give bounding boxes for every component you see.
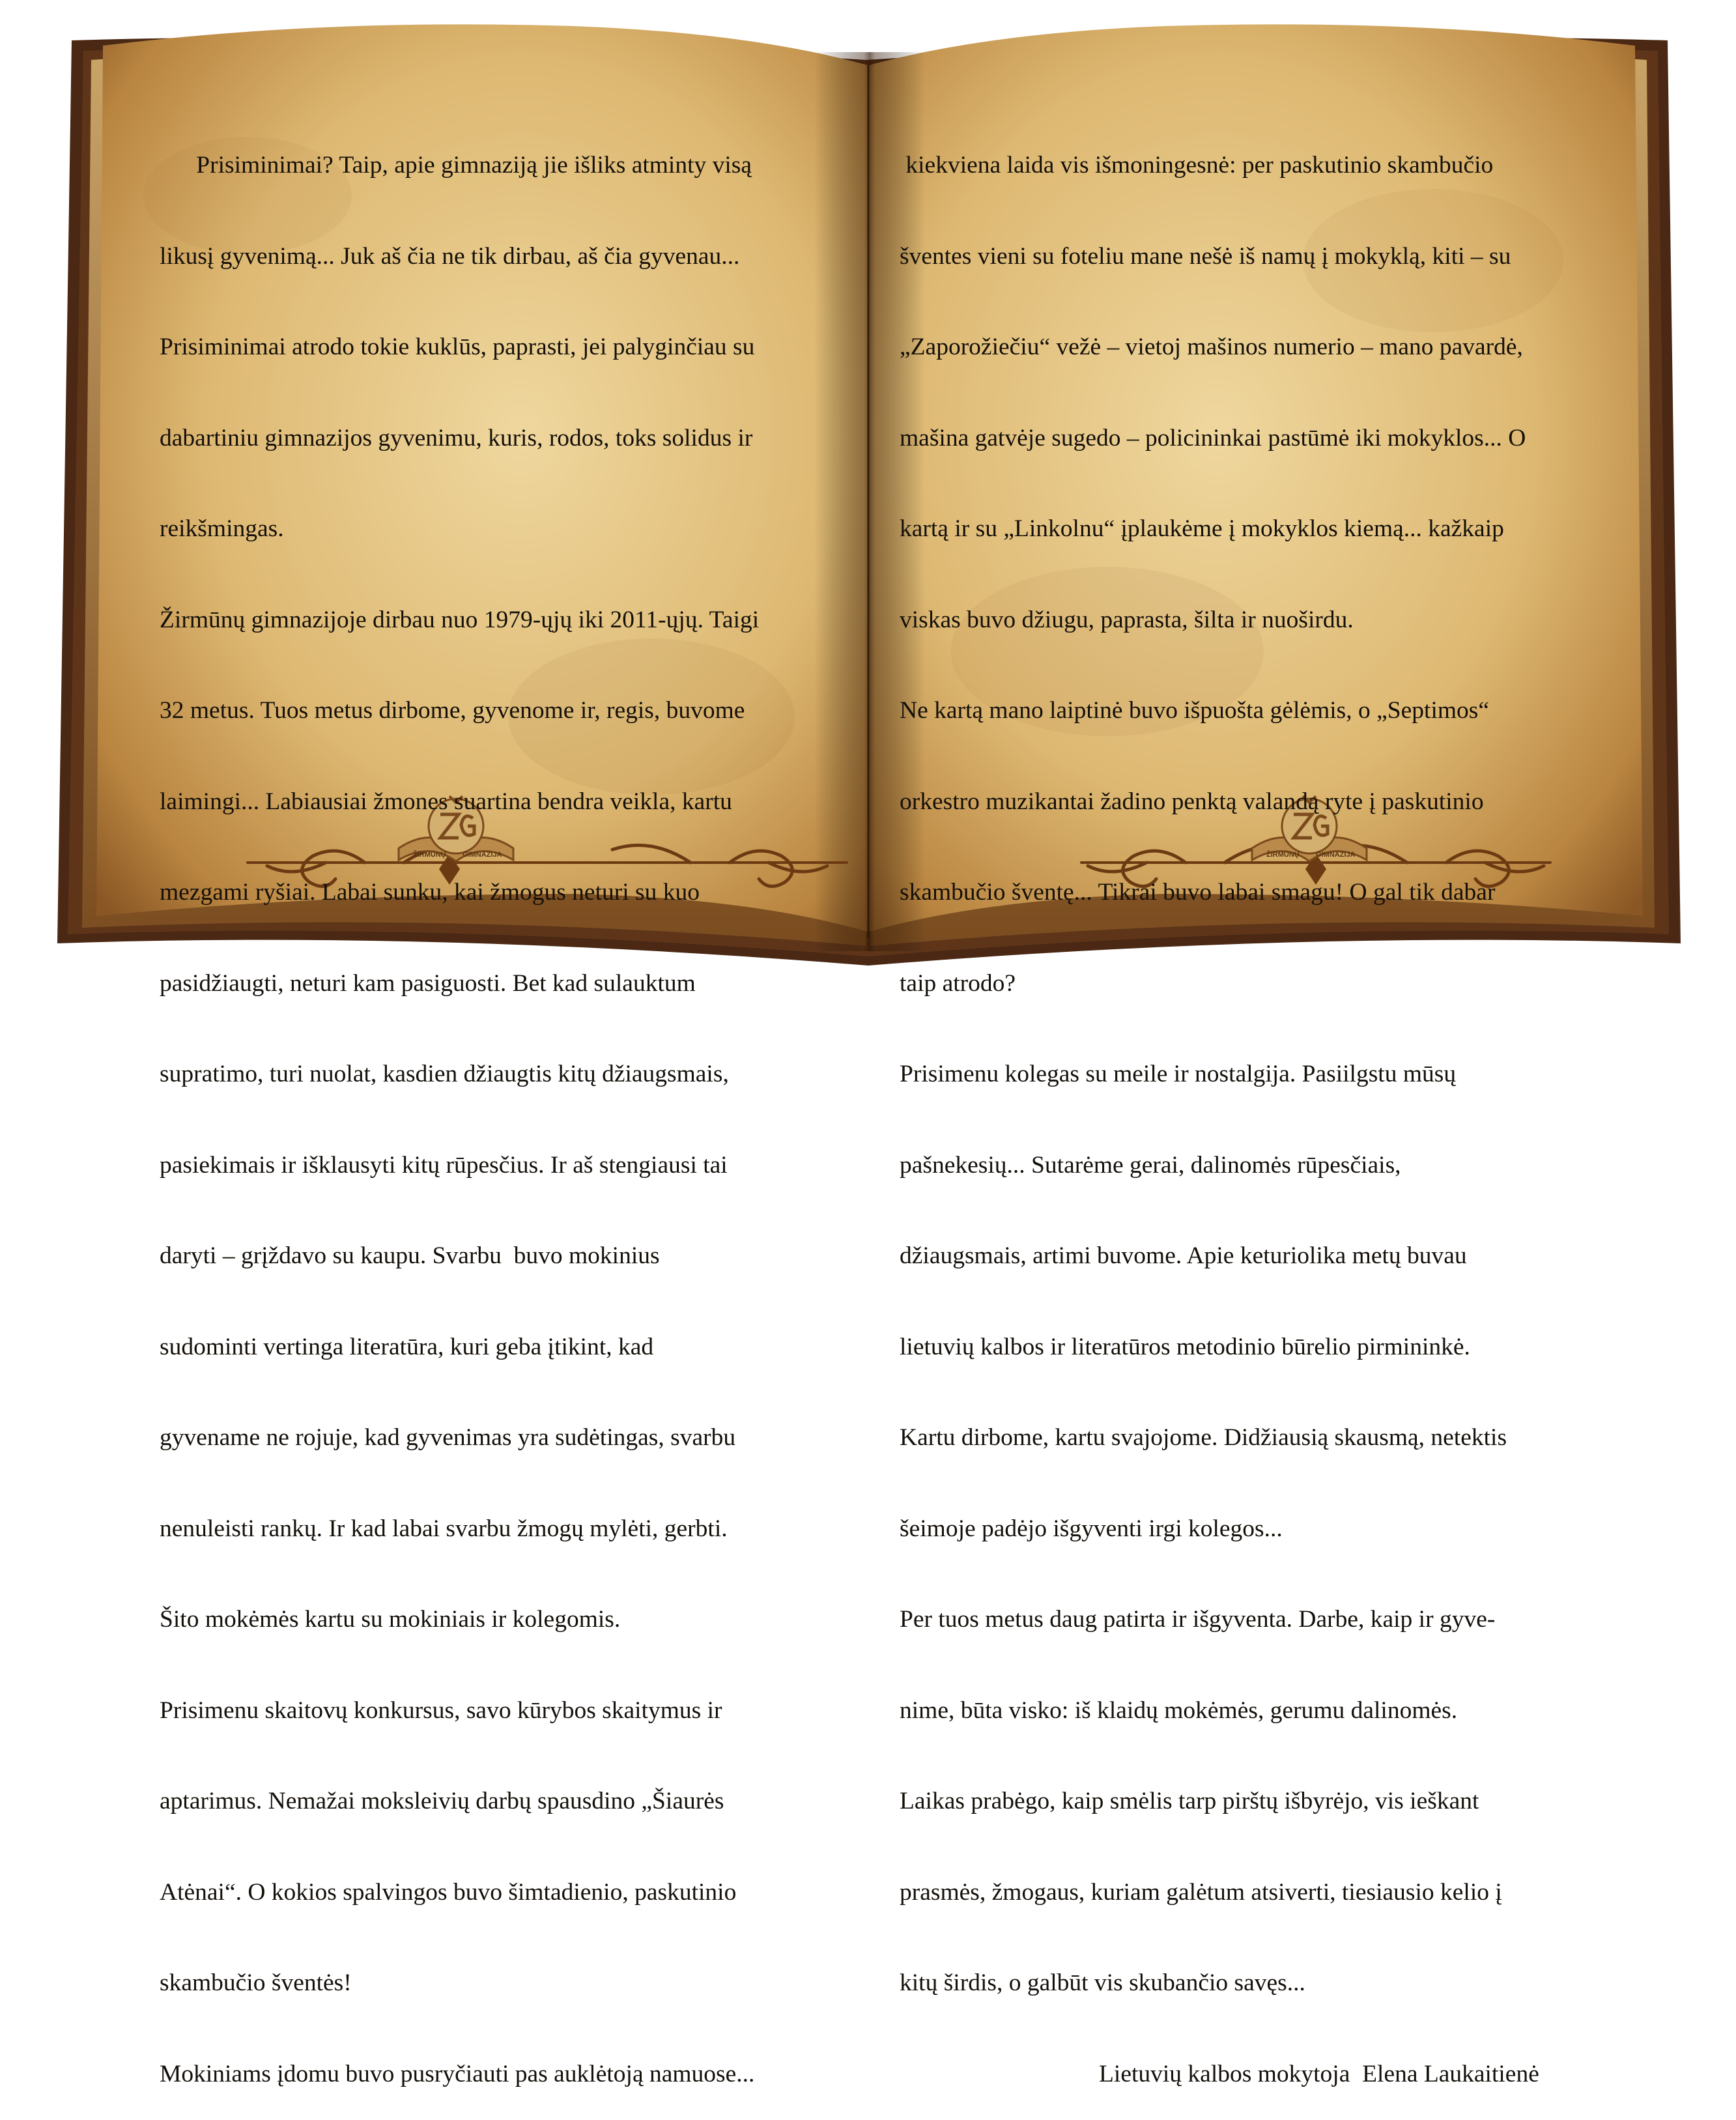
text-line: skambučio šventę... Tikrai buvo labai smagu! O gal tik dabar: [900, 879, 1496, 906]
text-line: 32 metus. Tuos metus dirbome, gyvenome ir, regis, buvome: [160, 697, 745, 724]
text-line: prasmės, žmogaus, kuriam galėtum atsiverti, tiesiausio kelio į: [900, 1878, 1502, 1906]
text-line: kitų širdis, o galbūt vis skubančio savęs...: [900, 1970, 1305, 1996]
text-line: gyvename ne rojuje, kad gyvenimas yra sudėtingas, svarbu: [160, 1424, 736, 1451]
text-line: kiekviena laida vis išmoningesnė: per paskutinio skambučio: [900, 152, 1494, 179]
text-line: šventes vieni su foteliu mane nešė iš namų į mokyklą, kiti – su: [900, 242, 1511, 270]
author-signature: Lietuvių kalbos mokytoja Elena Laukaitienė: [1099, 2060, 1539, 2087]
right-page-text: [900, 90, 1539, 2120]
emblem-right-label-1: ŽIRMŪNŲ: [1266, 851, 1300, 859]
text-line: Prisimenu skaitovų konkursus, savo kūrybos skaitymus ir: [160, 1697, 722, 1724]
text-line: nime, būta visko: iš klaidų mokėmės, gerumu dalinomės.: [900, 1697, 1458, 1724]
text-line: kartą ir su „Linkolnu“ įplaukėme į mokyklos kiemą... kažkaip: [900, 515, 1504, 542]
text-line: nenuleisti rankų. Ir kad labai svarbu žmogų mylėti, gerbti.: [160, 1515, 728, 1542]
text-line: mašina gatvėje sugedo – policininkai pastūmė iki mokyklos... O: [900, 424, 1526, 451]
text-line: sudominti vertinga literatūra, kuri geba įtikint, kad: [160, 1333, 654, 1360]
left-page-text: [160, 90, 759, 2120]
text-line: „Zaporožiečiu“ vežė – vietoj mašinos numerio – mano pavardė,: [900, 334, 1523, 360]
text-line: Prisimenu kolegas su meile ir nostalgija. Pasiilgstu mūsų: [900, 1061, 1457, 1087]
text-line: Mokiniams įdomu buvo pusryčiauti pas auklėtoją namuose...: [160, 2060, 755, 2087]
text-line: reikšmingas.: [160, 515, 284, 542]
emblem-left-label-2: GIMNAZIJA: [462, 851, 502, 859]
text-line: daryti – grįždavo su kaupu. Svarbu buvo mokinius: [160, 1242, 660, 1269]
text-line: Žirmūnų gimnazijoje dirbau nuo 1979-ųjų iki 2011-ųjų. Taigi: [160, 606, 760, 633]
text-line: Per tuos metus daug patirta ir išgyventa. Darbe, kaip ir gyve-: [900, 1606, 1496, 1633]
text-line: viskas buvo džiugu, paprasta, šilta ir nuoširdu.: [900, 606, 1354, 633]
text-line: Prisiminimai atrodo tokie kuklūs, paprasti, jei palyginčiau su: [160, 334, 755, 360]
text-line: pasiekimais ir išklausyti kitų rūpesčius. Ir aš stengiausi tai: [160, 1151, 728, 1179]
text-line: supratimo, turi nuolat, kasdien džiaugtis kitų džiaugsmais,: [160, 1061, 729, 1087]
text-line: mezgami ryšiai. Labai sunku, kai žmogus neturi su kuo: [160, 879, 700, 906]
emblem-left-label-1: ŽIRMŪNŲ: [413, 851, 446, 859]
text-line: Ne kartą mano laiptinė buvo išpuošta gėlėmis, o „Septimos“: [900, 697, 1490, 724]
text-line: aptarimus. Nemažai moksleivių darbų spausdino „Šiaurės: [160, 1788, 724, 1814]
text-line: likusį gyvenimą... Juk aš čia ne tik dirbau, aš čia gyvenau...: [160, 242, 740, 270]
text-line: Atėnai“. O kokios spalvingos buvo šimtadienio, paskutinio: [160, 1878, 737, 1906]
text-line: lietuvių kalbos ir literatūros metodinio būrelio pirmininkė.: [900, 1333, 1470, 1360]
text-line: Laikas prabėgo, kaip smėlis tarp pirštų išbyrėjo, vis ieškant: [900, 1788, 1479, 1814]
text-line: Prisiminimai? Taip, apie gimnaziją jie išliks atminty visą: [160, 152, 752, 179]
emblem-right-label-2: GIMNAZIJA: [1316, 851, 1356, 859]
text-line: orkestro muzikantai žadino penktą valandą ryte į paskutinio: [900, 788, 1484, 815]
text-line: pašnekesių... Sutarėme gerai, dalinomės rūpesčiais,: [900, 1151, 1401, 1179]
text-line: laimingi... Labiausiai žmones suartina bendra veikla, kartu: [160, 788, 732, 815]
text-line: pasidžiaugti, neturi kam pasiguosti. Bet kad sulauktum: [160, 969, 696, 997]
text-line: taip atrodo?: [900, 969, 1016, 997]
text-line: Šito mokėmės kartu su mokiniais ir kolegomis.: [160, 1606, 621, 1633]
text-line: dabartiniu gimnazijos gyvenimu, kuris, rodos, toks solidus ir: [160, 424, 753, 451]
text-line: Kartu dirbome, kartu svajojome. Didžiausią skausmą, netektis: [900, 1424, 1507, 1451]
text-line: skambučio šventės!: [160, 1970, 352, 1996]
text-line: džiaugsmais, artimi buvome. Apie keturiolika metų buvau: [900, 1242, 1467, 1269]
text-line: šeimoje padėjo išgyventi irgi kolegos...: [900, 1515, 1283, 1542]
